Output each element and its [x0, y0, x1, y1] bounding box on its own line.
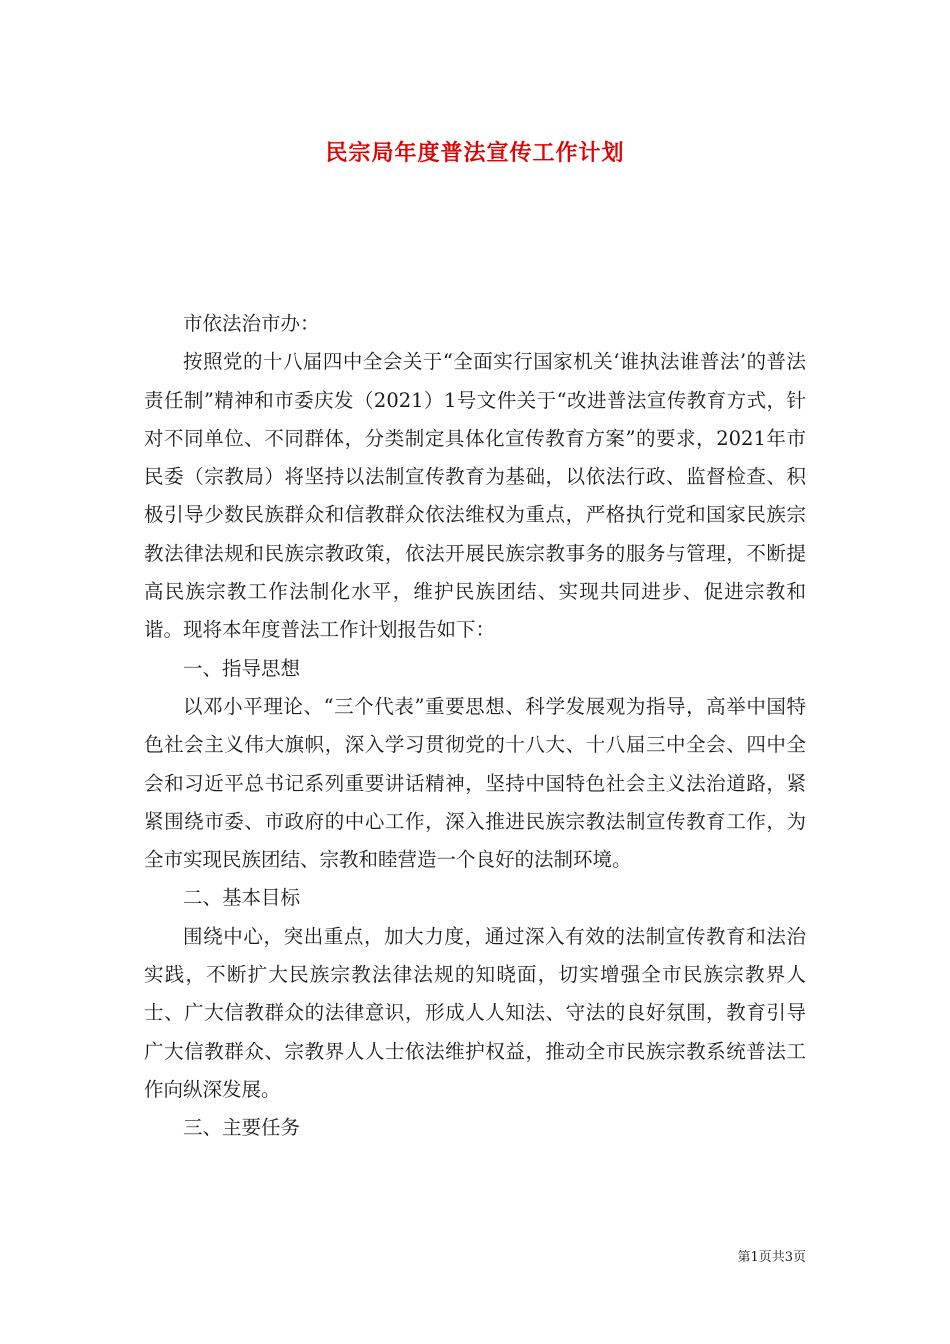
section-heading-guiding-ideology: 一、指导思想 [183, 656, 301, 680]
section-text-guiding-ideology: 以邓小平理论、“三个代表”重要思想、科学发展观为指导，高举中国特色社会主义伟大旗帜，深入学习贯彻党的十八大、十八届三中全会、四中全会和习近平总书记系列重要讲话精神，坚持中国特色社会主义法治道路，紧紧围绕市委、市政府的中心工作，深入推进民族宗教法制宣传教育工作，为全市实现民族团结、宗教和睦营造一个良好的法制环境。 [144, 694, 806, 872]
section-heading-main-tasks: 三、主要任务 [183, 1116, 301, 1140]
section-heading-basic-goals: 二、基本目标 [183, 886, 301, 910]
intro-paragraph: 按照党的十八届四中全会关于“全面实行国家机关‘谁执法谁普法’的普法责任制”精神和市委庆发（2021）1号文件关于“改进普法宣传教育方式，针对不同单位、不同群体，分类制定具体化宣传教育方案”的要求，2021年市民委（宗教局）将坚持以法制宣传教育为基础，以依法行政、监督检查、积极引导少数民族群众和信教群众依法维权为重点，严格执行党和国家民族宗教法律法规和民族宗教政策，依法开展民族宗教事务的服务与管理，不断提高民族宗教工作法制化水平，维护民族团结、实现共同进步、促进宗教和谐。现将本年度普法工作计划报告如下： [144, 350, 806, 642]
document-body [144, 305, 806, 1148]
salutation: 市依法治市办： [183, 312, 320, 335]
section-text-basic-goals: 围绕中心，突出重点，加大力度，通过深入有效的法制宣传教育和法治实践，不断扩大民族宗教法律法规的知晓面，切实增强全市民族宗教界人士、广大信教群众的法律意识，形成人人知法、守法的良好氛围，教育引导广大信教群众、宗教界人人士依法维护权益，推动全市民族宗教系统普法工作向纵深发展。 [144, 924, 806, 1101]
page-title: 民宗局年度普法宣传工作计划 [325, 140, 625, 166]
page-number: 第1页共3页 [737, 1250, 806, 1265]
